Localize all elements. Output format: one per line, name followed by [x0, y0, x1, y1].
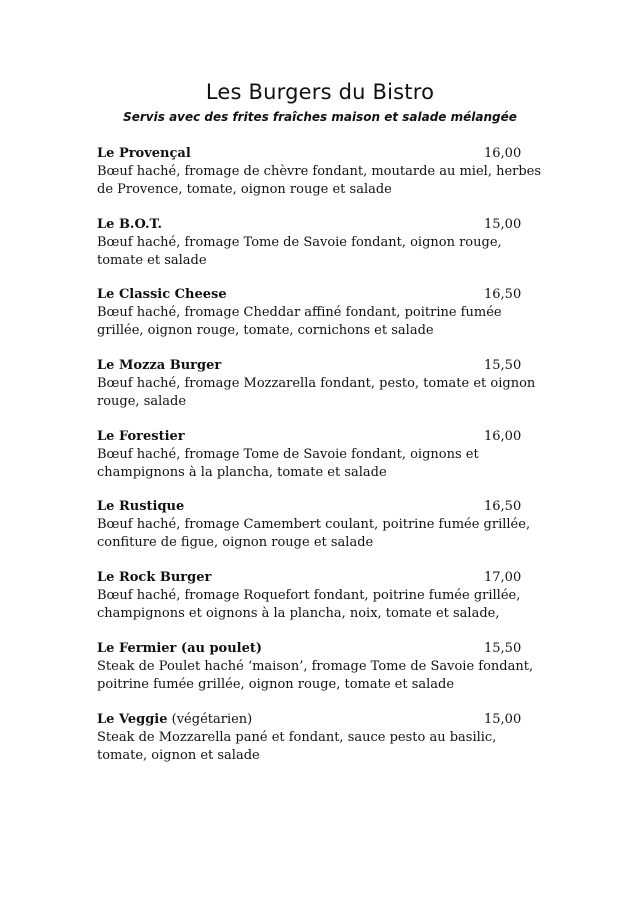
- menu-item-description: Bœuf haché, fromage Camembert coulant, poitrine fumée grillée, confiture de figue, oignon rouge et salade: [97, 517, 531, 551]
- menu-item-price: 15,00: [484, 711, 522, 727]
- menu-item-name: Le Provençal: [97, 146, 191, 161]
- menu-item: [97, 711, 547, 782]
- menu-item-header: [97, 569, 547, 587]
- menu-item-description: Bœuf haché, fromage Tome de Savoie fondant, oignons et champignons à la plancha, tomate et salade: [97, 446, 479, 480]
- menu-item: [97, 640, 547, 711]
- menu-item: [97, 428, 547, 499]
- menu-item-price: 15,50: [484, 640, 522, 656]
- menu-item-name: Le Fermier (au poulet): [97, 640, 263, 656]
- menu-item: [97, 357, 547, 428]
- menu-item: [97, 498, 547, 569]
- menu-item-header: [97, 640, 547, 658]
- menu-item-description: Steak de Mozzarella pané et fondant, sauce pesto au basilic, tomate, oignon et salade: [97, 729, 497, 763]
- menu-item-price: 16,50: [484, 287, 522, 303]
- page-title: Les Burgers du Bistro: [205, 80, 435, 104]
- menu-item-description: Bœuf haché, fromage de chèvre fondant, moutarde au miel, herbes de Provence, tomate, oignon rouge et salade: [97, 164, 542, 197]
- menu-item-price: 15,50: [484, 358, 522, 374]
- menu-item-header: [97, 216, 547, 234]
- menu-item: [97, 286, 547, 357]
- menu-item-description: Bœuf haché, fromage Roquefort fondant, poitrine fumée grillée, champignons et oignons à la plancha, noix, tomate et salade,: [97, 588, 521, 622]
- menu-item-price: 15,00: [484, 216, 522, 232]
- menu-item-header: [97, 428, 547, 446]
- menu-item-description: Steak de Poulet haché ‘maison’, fromage Tome de Savoie fondant, poitrine fumée grillée, oignon rouge, tomate et salade: [97, 658, 534, 692]
- menu-item-price: 16,00: [484, 146, 522, 161]
- menu-item-header: [97, 145, 547, 163]
- menu-item-name: Le Rock Burger: [97, 570, 212, 586]
- menu-item: [97, 569, 547, 640]
- menu-item-price: 16,50: [484, 499, 522, 515]
- menu-item-name: Le Veggie: [97, 711, 168, 727]
- menu-item-name: Le Mozza Burger: [97, 358, 222, 374]
- page-subtitle: Servis avec des frites fraîches maison et salade mélangée: [123, 110, 517, 124]
- menu-item-header: [97, 498, 547, 516]
- burger-menu-list: [97, 145, 547, 781]
- menu-item-name: Le Forestier: [97, 428, 185, 444]
- menu-item-description: Bœuf haché, fromage Tome de Savoie fondant, oignon rouge, tomate et salade: [97, 234, 502, 268]
- menu-item-price: 17,00: [484, 570, 522, 586]
- menu-item-note: (végétarien): [171, 711, 253, 727]
- menu-item-name: Le Rustique: [97, 499, 185, 515]
- menu-item: [97, 216, 547, 287]
- menu-item-description: Bœuf haché, fromage Mozzarella fondant, pesto, tomate et oignon rouge, salade: [97, 376, 536, 410]
- menu-item-name: Le Classic Cheese: [97, 287, 227, 303]
- menu-item-description: Bœuf haché, fromage Cheddar affiné fondant, poitrine fumée grillée, oignon rouge, tomate, cornichons et salade: [97, 305, 502, 339]
- menu-item: [97, 145, 547, 216]
- menu-item-header: [97, 711, 547, 729]
- menu-item-name: Le B.O.T.: [97, 216, 163, 232]
- menu-item-price: 16,00: [484, 428, 522, 444]
- menu-item-header: [97, 286, 547, 304]
- menu-item-header: [97, 357, 547, 375]
